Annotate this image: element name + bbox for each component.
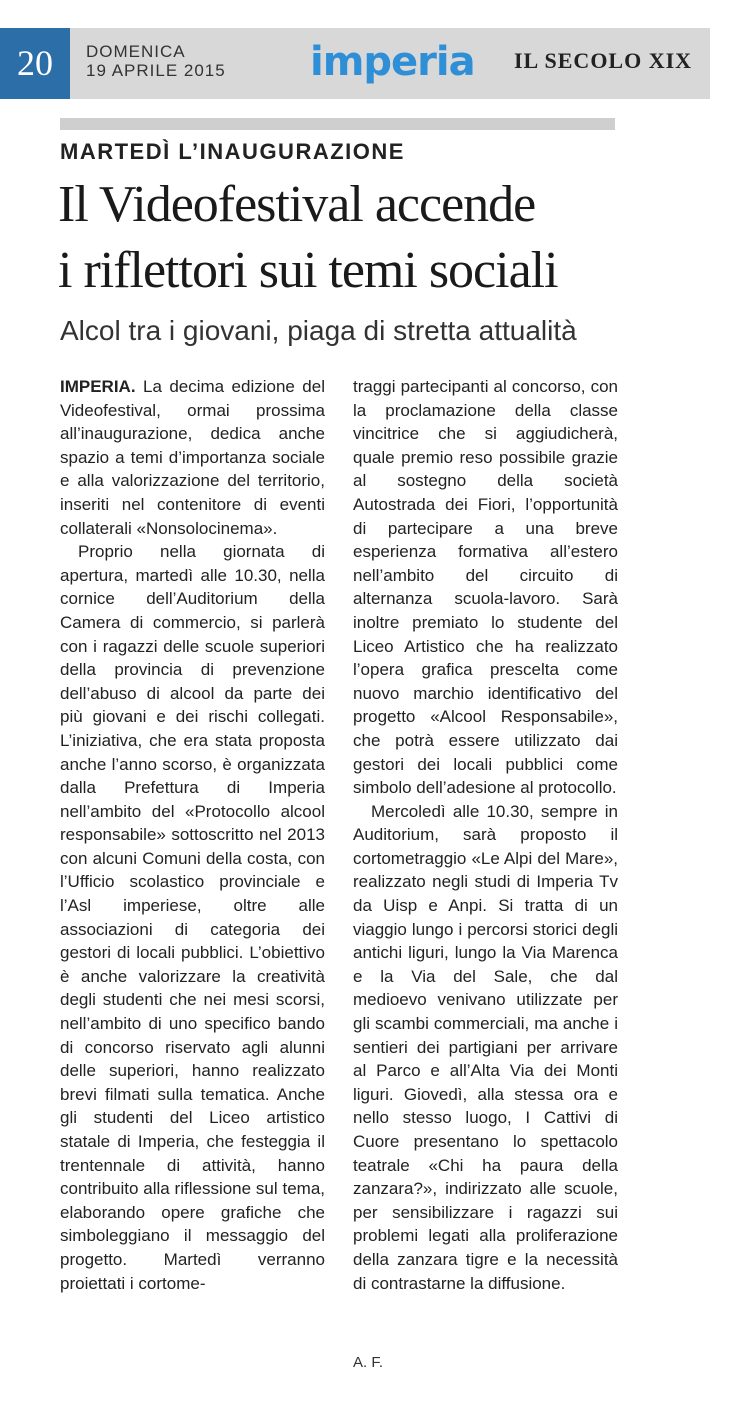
article-headline: [58, 172, 638, 304]
newspaper-logo: IL SECOLO XIX: [514, 48, 693, 73]
paragraph: traggi partecipanti al concorso, con la proclamazione della classe vincitrice che si aggiudicherà, quale premio reso possibile grazie al sostegno della società Autostrada dei Fiori, l’opportunità di partecipare a una breve esperienza formativa all’estero nell’ambito del circuito di alternanza scuola-lavoro. Sarà inoltre premiato lo studente del Liceo Artistico che ha realizzato l’opera grafica prescelta come nuovo marchio identificativo del progetto «Alcool Responsabile», che potrà essere utilizzato dai gestori dei locali pubblici come simbolo dell’adesione al protocollo.: [353, 377, 618, 798]
article-kicker: MARTEDÌ L’INAUGURAZIONE: [60, 139, 405, 164]
date-label: 19 APRILE 2015: [86, 61, 226, 80]
article-column-2: [353, 375, 618, 1295]
paragraph: Proprio nella giornata di apertura, martedì alle 10.30, nella cornice dell’Auditorium della Camera di commercio, si parlerà con i ragazzi delle scuole superiori della provincia di prevenzione dell’abuso di alcool da parte dei più giovani e dei rischi collegati. L’iniziativa, che era stata proposta anche l’anno scorso, è organizzata dalla Prefettura di Imperia nell’ambito del «Protocollo alcool responsabile» sottoscritto nel 2013 con alcuni Comuni della costa, con l’Ufficio scolastico provinciale e l’Asl imperiese, oltre alle associazioni di categoria dei gestori di locali pubblici. L’obiettivo è anche valorizzare la creatività degli studenti che nei mesi scorsi, nell’ambito di uno specifico bando di concorso riservato agli alunni delle superiori, hanno realizzato brevi filmati sulla tematica. Anche gli studenti del Liceo artistico statale di Imperia, che festeggia il trentennale di attività, hanno contribuito alla riflessione sul tema, elaborando opere grafiche che simboleggiano il messaggio del progetto. Martedì verranno proiettati i cortome-: [60, 542, 325, 1293]
article-column-1: [60, 375, 325, 1295]
page-number: 20: [0, 28, 70, 99]
divider-bar: [60, 118, 615, 130]
paragraph-text: La decima edizione del Videofestival, ormai prossima all’inaugurazione, dedica anche spazio a temi d’importanza sociale e alla valorizzazione del territorio, inseriti nel contenitore di eventi collaterali «Nonsolocinema».: [60, 377, 325, 538]
section-name: imperia: [310, 39, 475, 85]
headline-line-2: i riflettori sui temi sociali: [58, 242, 558, 299]
article-subhead: Alcol tra i giovani, piaga di stretta attualità: [60, 315, 577, 346]
day-label: DOMENICA: [86, 42, 186, 61]
dateline: IMPERIA.: [60, 377, 136, 396]
paragraph: [60, 375, 325, 540]
page-header: [0, 28, 710, 99]
paragraph: Mercoledì alle 10.30, sempre in Auditorium, sarà proposto il cortometraggio «Le Alpi del Mare», realizzato negli studi di Imperia Tv da Uisp e Anpi. Si tratta di un viaggio lungo i percorsi storici degli antichi liguri, lungo la Via Marenca e la Via del Sale, che dal medioevo venivano utilizzate per gli scambi commerciali, ma anche i sentieri dei partigiani per arrivare al Parco e all’Alta Via dei Monti liguri. Giovedì, alla stessa ora e nello stesso luogo, I Cattivi di Cuore presentano lo spettacolo teatrale «Chi ha paura della zanzara?», indirizzato alle scuole, per sensibilizzare i ragazzi sui problemi legati alla proliferazione della zanzara tigre e la necessità di contrastarne la diffusione.: [353, 801, 618, 1293]
headline-line-1: Il Videofestival accende: [58, 176, 536, 233]
date-block: [86, 42, 226, 80]
author-signature: A. F.: [353, 1354, 384, 1371]
